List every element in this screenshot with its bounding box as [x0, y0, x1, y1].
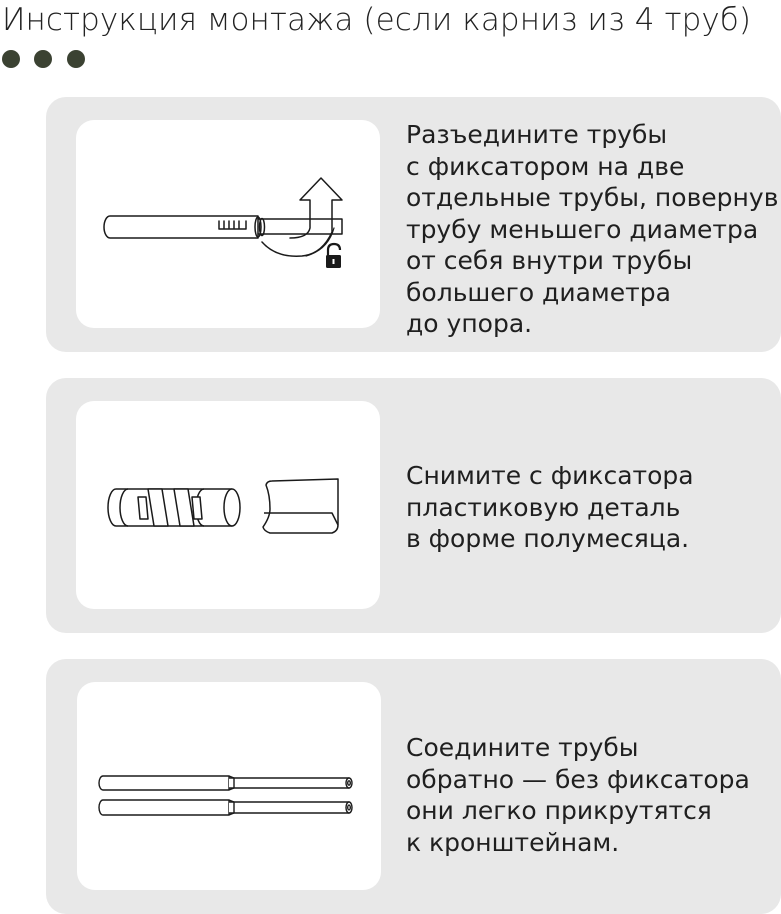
- step-1-line: трубу меньшего диаметра: [406, 214, 759, 244]
- step-1-line: до упора.: [406, 309, 533, 338]
- step-3-line: обратно — без фиксатора: [406, 764, 750, 794]
- step-2-line: пластиковую деталь: [406, 492, 681, 522]
- pipe-twist-unlock-icon: [76, 120, 380, 328]
- dot-3: [67, 50, 85, 68]
- step-3-text: [406, 732, 776, 858]
- two-joined-pipes-icon: [77, 682, 381, 890]
- step-2-text: [406, 460, 776, 555]
- step-1-line: от себя внутри трубы: [406, 246, 693, 275]
- step-1-line: с фиксатором на две: [406, 151, 685, 181]
- step-2-line: Снимите с фиксатора: [406, 461, 694, 490]
- step-1-line: отдельные трубы, повернув: [406, 183, 779, 212]
- step-1-illustration: [76, 120, 380, 328]
- step-card-2: [46, 378, 781, 633]
- step-3-illustration: [77, 682, 381, 890]
- step-1-text: [406, 119, 779, 340]
- step-3-line: они легко прикрутятся: [406, 796, 712, 825]
- clamp-and-crescent-part-icon: [76, 401, 380, 609]
- step-2-line: в форме полумесяца.: [406, 524, 690, 553]
- step-3-line: Соедините трубы: [406, 733, 639, 762]
- step-card-1: [46, 97, 781, 352]
- step-3-line: к кронштейнам.: [406, 827, 620, 857]
- step-1-line: большего диаметра: [406, 277, 671, 307]
- dot-1: [2, 50, 20, 68]
- page-title: Инструкция монтажа (если карниз из 4 труб): [2, 2, 752, 38]
- step-1-line: Разъедините трубы: [406, 120, 668, 149]
- dot-2: [34, 50, 52, 68]
- step-card-3: [46, 659, 781, 914]
- step-2-illustration: [76, 401, 380, 609]
